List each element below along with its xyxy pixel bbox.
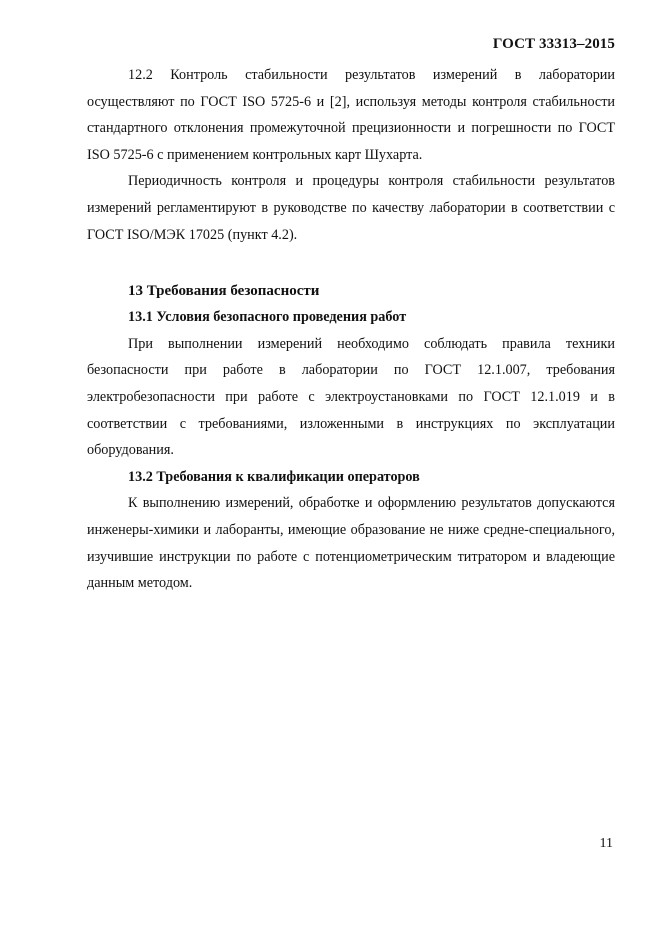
page-number: 11 (599, 836, 613, 851)
paragraph-12-2: 12.2 Контроль стабильности результатов измерений в лаборатории осуществляют по ГОСТ ISO 5725-6 и [2], используя методы контроля стабильности стандартного отклонения промежуточной прецизионности и погрешности по ГОСТ ISO 5725-6 с применением контрольных карт Шухарта. (87, 67, 615, 163)
standard-title: ГОСТ 33313–2015 (492, 36, 615, 52)
section-13-heading: 13 Требования безопасности (128, 283, 320, 300)
subsection-13-2-heading: 13.2 Требования к квалификации операторов (128, 468, 420, 485)
page-content (87, 62, 615, 597)
paragraph-13-2: К выполнению измерений, обработке и оформлению результатов допускаются инженеры-химики и лаборанты, имеющие образование не ниже средне-специального, изучившие инструкции по работе с потенциометрическим титратором и владеющие данным методом. (87, 495, 615, 592)
subsection-13-1-heading: 13.1 Условия безопасного проведения работ (128, 309, 407, 326)
paragraph-13-1: При выполнении измерений необходимо соблюдать правила техники безопасности при работе в лаборатории по ГОСТ 12.1.007, требования электробезопасности при работе с электроустановками по ГОСТ 12.1.019 и в соответствии с требованиями, изложенными в инструкциях по эксплуатации оборудования. (87, 335, 615, 459)
paragraph-periodicity: Периодичность контроля и процедуры контроля стабильности результатов измерений регламентируют в руководстве по качеству лаборатории в соответствии с ГОСТ ISO/МЭК 17025 (пункт 4.2). (87, 173, 615, 243)
